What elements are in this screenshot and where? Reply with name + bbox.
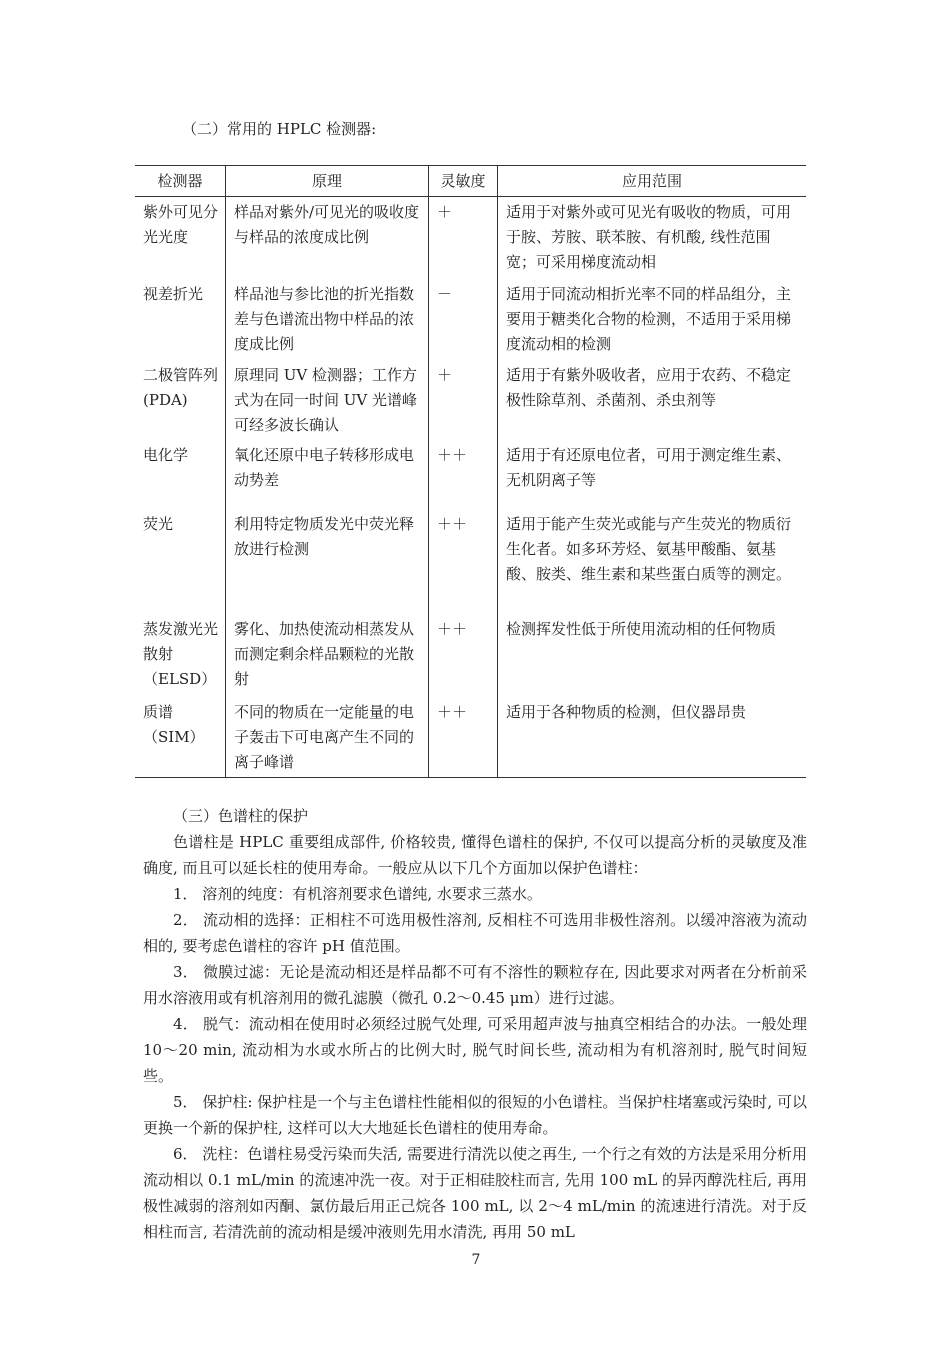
header-scope: 应用范围 <box>498 166 807 197</box>
body-text <box>143 803 807 1245</box>
section-heading: （二）常用的 HPLC 检测器: <box>182 120 377 138</box>
list-item: 3． 微膜过滤：无论是流动相还是样品都不可有不溶性的颗粒存在, 因此要求对两者在分析前采用水溶液用或有机溶剂用的微孔滤膜（微孔 0.2～0.45 μm）进行过滤。 <box>143 963 807 1007</box>
cell-sensitivity: ＋＋ <box>429 697 498 778</box>
cell-principle: 氧化还原中电子转移形成电动势差 <box>226 440 429 509</box>
detector-table <box>135 165 806 778</box>
cell-sensitivity: ＋＋ <box>429 614 498 697</box>
cell-sensitivity: － <box>429 279 498 360</box>
table-row <box>135 697 806 778</box>
cell-detector: 质谱（SIM） <box>135 697 226 778</box>
header-principle: 原理 <box>226 166 429 197</box>
list-item: 2． 流动相的选择：正相柱不可选用极性溶剂, 反相柱不可选用非极性溶剂。以缓冲溶液为流动相的, 要考虑色谱柱的容许 pH 值范围。 <box>143 911 807 955</box>
cell-scope: 适用于同流动相折光率不同的样品组分，主要用于糖类化合物的检测，不适用于采用梯度流动相的检测 <box>498 279 807 360</box>
cell-principle: 利用特定物质发光中荧光释放进行检测 <box>226 509 429 614</box>
subsection-heading: （三）色谱柱的保护 <box>173 807 309 825</box>
table-row <box>135 360 806 440</box>
table-row <box>135 509 806 614</box>
cell-scope: 检测挥发性低于所使用流动相的任何物质 <box>498 614 807 697</box>
cell-scope: 适用于各种物质的检测，但仪器昂贵 <box>498 697 807 778</box>
table-row <box>135 279 806 360</box>
cell-principle: 样品池与参比池的折光指数差与色谱流出物中样品的浓度成比例 <box>226 279 429 360</box>
cell-sensitivity: ＋＋ <box>429 509 498 614</box>
cell-scope: 适用于能产生荧光或能与产生荧光的物质衍生化者。如多环芳烃、氨基甲酸酯、氨基酸、胺类、维生素和某些蛋白质等的测定。 <box>498 509 807 614</box>
table-row <box>135 440 806 509</box>
table-row <box>135 197 806 279</box>
cell-detector: 紫外可见分光光度 <box>143 203 219 246</box>
cell-principle: 原理同 UV 检测器；工作方式为在同一时间 UV 光谱峰可经多波长确认 <box>226 360 429 440</box>
cell-detector: 荧光 <box>143 514 174 533</box>
list-item: 5． 保护柱: 保护柱是一个与主色谱柱性能相似的很短的小色谱柱。当保护柱堵塞或污染时, 可以更换一个新的保护柱, 这样可以大大地延长色谱柱的使用寿命。 <box>143 1093 807 1137</box>
cell-detector: 蒸发激光光散射（ELSD） <box>143 619 219 688</box>
cell-scope: 适用于对紫外或可见光有吸收的物质，可用于胺、芳胺、联苯胺、有机酸, 线性范围宽；可采用梯度流动相 <box>498 197 807 279</box>
header-detector: 检测器 <box>135 166 226 197</box>
cell-detector: 二极管阵列 (PDA) <box>143 365 219 409</box>
header-sensitivity: 灵敏度 <box>429 166 498 197</box>
table-header-row <box>135 166 806 197</box>
cell-scope: 适用于有还原电位者，可用于测定维生素、无机阴离子等 <box>498 440 807 509</box>
list-item: 4． 脱气：流动相在使用时必须经过脱气处理, 可采用超声波与抽真空相结合的办法。一般处理 10～20 min, 流动相为水或水所占的比例大时, 脱气时间长些, 流动相为有机溶剂时, 脱气时间短些。 <box>143 1015 807 1085</box>
cell-detector: 视差折光 <box>143 284 204 303</box>
cell-scope: 适用于有紫外吸收者，应用于农药、不稳定极性除草剂、杀菌剂、杀虫剂等 <box>498 360 807 440</box>
cell-sensitivity: ＋＋ <box>429 440 498 509</box>
cell-principle: 雾化、加热使流动相蒸发从而测定剩余样品颗粒的光散射 <box>226 614 429 697</box>
cell-sensitivity: ＋ <box>429 197 498 279</box>
table-row <box>135 614 806 697</box>
paragraph: 色谱柱是 HPLC 重要组成部件, 价格较贵, 懂得色谱柱的保护, 不仅可以提高分析的灵敏度及准确度, 而且可以延长柱的使用寿命。一般应从以下几个方面加以保护色谱柱： <box>143 833 807 877</box>
cell-principle: 不同的物质在一定能量的电子轰击下可电离产生不同的离子峰谱 <box>226 697 429 778</box>
list-item: 1． 溶剂的纯度：有机溶剂要求色谱纯, 水要求三蒸水。 <box>173 885 542 903</box>
cell-sensitivity: ＋ <box>429 360 498 440</box>
page-number: 7 <box>471 1252 481 1268</box>
cell-detector: 电化学 <box>143 445 189 464</box>
cell-principle: 样品对紫外/可见光的吸收度与样品的浓度成比例 <box>226 197 429 279</box>
list-item: 6． 洗柱：色谱柱易受污染而失活, 需要进行清洗以使之再生, 一个行之有效的方法是采用分析用流动相以 0.1 mL/min 的流速冲洗一夜。对于正相硅胶柱而言, 先用 100 mL 的异丙醇洗柱后, 再用极性减弱的溶剂如丙酮、氯仿最后用正己烷各 100 mL, 以 2～4 mL/min 的流速进行清洗。对于反相柱而言, 若清洗前的流动相是缓冲液则先用水清洗, 再用 50 mL <box>143 1145 807 1241</box>
